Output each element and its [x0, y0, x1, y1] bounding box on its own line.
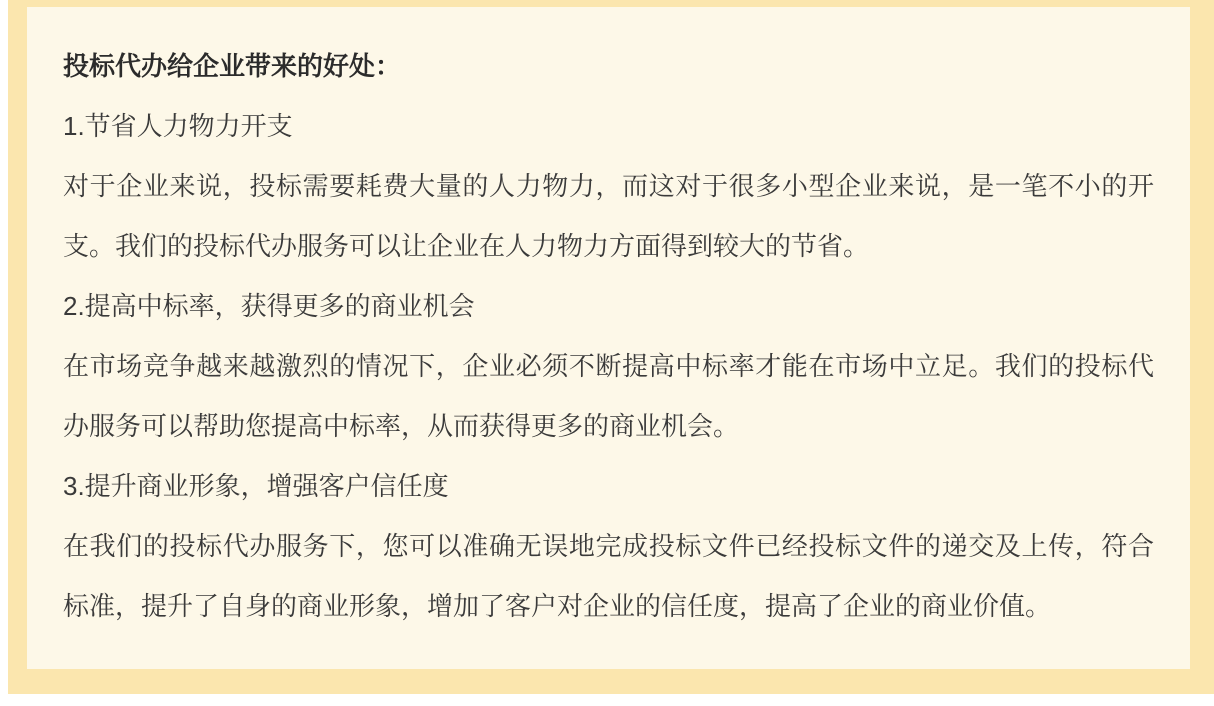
article-title: 投标代办给企业带来的好处：: [63, 51, 402, 81]
section-paragraph: 对于企业来说，投标需要耗费大量的人力物力，而这对于很多小型企业来说，是一笔不小的开支。我们的投标代办服务可以让企业在人力物力方面得到较大的节省。: [63, 171, 1154, 261]
section-heading: 2.提高中标率，获得更多的商业机会: [63, 291, 475, 321]
section-paragraph: 在市场竞争越来越激烈的情况下，企业必须不断提高中标率才能在市场中立足。我们的投标代办服务可以帮助您提高中标率，从而获得更多的商业机会。: [63, 351, 1154, 441]
article-card: [27, 7, 1190, 669]
section-paragraph: 在我们的投标代办服务下，您可以准确无误地完成投标文件已经投标文件的递交及上传，符合标准，提升了自身的商业形象，增加了客户对企业的信任度，提高了企业的商业价值。: [63, 531, 1154, 621]
article-section: [63, 456, 1154, 636]
section-heading: 1.节省人力物力开支: [63, 111, 293, 141]
article-section: [63, 96, 1154, 276]
article-content: [27, 7, 1190, 636]
article-section: [63, 276, 1154, 456]
article-card-frame: [8, 0, 1214, 694]
section-heading: 3.提升商业形象，增强客户信任度: [63, 471, 449, 501]
